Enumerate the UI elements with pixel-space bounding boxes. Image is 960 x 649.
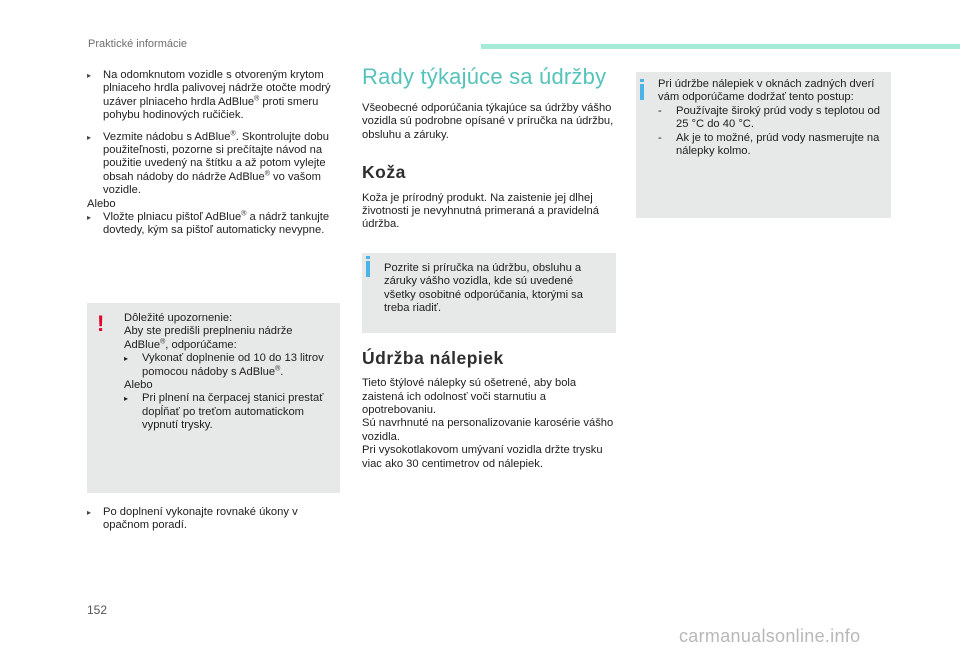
stickers-text-3: Pri vysokotlakovom umývaní vozidla držte trysku viac ako 30 centimetrov od nálepiek.: [362, 444, 603, 470]
warning-sub-step-station: ▸ Pri plnení na čerpacej stanici prestať dopĺňať po treťom automatickom vypnutí trysky.: [124, 392, 324, 432]
warning-exclamation-icon: !: [97, 311, 105, 336]
watermark: carmanualsonline.info: [679, 626, 861, 646]
stickers-info-content: [658, 78, 884, 158]
alternative-label: Alebo: [87, 197, 116, 210]
stickers-text-1: Tieto štýlové nálepky sú ošetrené, aby bola zaistená ich odolnosť voči starnutiu a opotrebovaniu.: [362, 377, 577, 417]
stickers-text-2: Sú navrhnuté na personalizovanie karosérie vášho vozidla.: [362, 417, 614, 443]
warning-alternative-label: Alebo: [124, 379, 153, 392]
step-arrow-icon: ▸: [124, 354, 129, 364]
leather-heading: Koža: [362, 162, 406, 183]
step-take-container: ▸ Vezmite nádobu s AdBlue®. Skontrolujte dobu použiteľnosti, pozorne si prečítajte návod na použitie uvedený na štítku a až potom vylejte obsah nádoby do nádrže AdBlue® vo vašom vozidle.: [87, 129, 329, 197]
stickers-info-item-1: - Používajte široký prúd vody s teplotou od 25 °C do 40 °C.: [658, 104, 880, 131]
step-arrow-icon: ▸: [87, 508, 92, 517]
header-accent-bar: [481, 44, 960, 49]
step-arrow-icon: ▸: [87, 213, 92, 223]
stickers-heading: Údržba nálepiek: [362, 347, 504, 368]
stickers-info-intro: Pri údržbe nálepiek v oknách zadných dverí vám odporúčame dodržať tento postup:: [658, 78, 875, 104]
leather-text: Koža je prírodný produkt. Na zaistenie jej dlhej životnosti je nevyhnutná primeraná a pravidelná údržba.: [362, 191, 599, 231]
warning-intro: Aby ste predišli preplneniu nádrže AdBlue®, odporúčame:: [124, 325, 293, 351]
middle-column: [362, 63, 618, 471]
step-arrow-icon: ▸: [124, 394, 129, 404]
stickers-info-item-2: - Ak je to možné, prúd vody nasmerujte na nálepky kolmo.: [658, 131, 880, 158]
warning-box: [87, 303, 340, 493]
step-arrow-icon: ▸: [87, 132, 92, 142]
leather-info-text: Pozrite si príručka na údržbu, obsluhu a záruky vášho vozidla, kde sú uvedené všetky osobitné odporúčania, ktorými sa treba riadiť.: [384, 261, 583, 315]
warning-sub-step-container: ▸ Vykonať doplnenie od 10 do 13 litrov pomocou nádoby s AdBlue®.: [124, 352, 324, 378]
final-step: ▸ Po doplnení vykonajte rovnaké úkony v opačnom poradí.: [87, 506, 298, 532]
step-insert-nozzle: ▸ Vložte plniacu pištoľ AdBlue® a nádrž tankujte dovtedy, kým sa pištoľ automaticky nevypne.: [87, 210, 330, 237]
left-column: [87, 69, 342, 238]
warning-heading: Dôležité upozornenie:: [124, 312, 233, 324]
info-icon: [366, 261, 370, 277]
step-unscrew-cap: ▸ Na odomknutom vozidle s otvoreným krytom plniaceho hrdla palivovej nádrže otočte modrý uzáver plniaceho hrdla AdBlue® proti smeru pohybu hodinových ručičiek.: [87, 69, 331, 122]
section-title: Rady týkajúce sa údržby: [362, 64, 607, 89]
info-icon: [640, 84, 644, 100]
stickers-info-box: [636, 72, 891, 218]
header-title: Praktické informácie: [88, 38, 188, 50]
maintenance-intro: Všeobecné odporúčania týkajúce sa údržby vášho vozidla sú podrobne opísané v príručka na údržbu, obsluhu a záruky.: [362, 102, 614, 141]
page-number: 152: [87, 603, 108, 617]
leather-info-box: [362, 253, 616, 333]
warning-content: [124, 312, 334, 433]
step-arrow-icon: ▸: [87, 71, 92, 80]
